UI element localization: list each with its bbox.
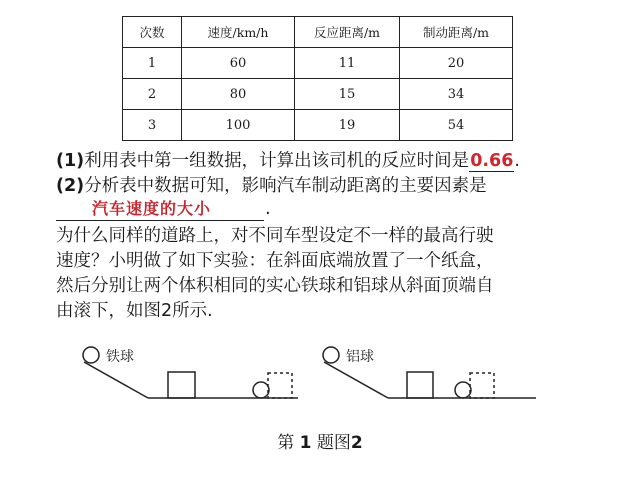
header-reaction-distance: 反应距离/m bbox=[295, 17, 400, 48]
caption-prefix: 第 bbox=[277, 433, 295, 453]
figure-caption bbox=[0, 428, 640, 453]
header-trial: 次数 bbox=[123, 17, 182, 48]
paragraph-line: 为什么同样的道路上，对不同车型设定不一样的最高行驶 bbox=[56, 226, 494, 246]
question-1 bbox=[56, 150, 520, 172]
table-cell: 54 bbox=[400, 110, 513, 141]
caption-question-number: 1 bbox=[299, 433, 312, 453]
table-row bbox=[123, 48, 513, 79]
table-cell: 11 bbox=[295, 48, 400, 79]
table-cell: 2 bbox=[123, 79, 182, 110]
question-2-answer-blank bbox=[56, 196, 264, 221]
experiment-figure bbox=[0, 340, 640, 410]
question-2-answer: 汽车速度的大小 bbox=[92, 199, 212, 218]
table-cell: 20 bbox=[400, 48, 513, 79]
question-1-answer: 0.66 bbox=[470, 151, 514, 171]
table-cell: 19 bbox=[295, 110, 400, 141]
table-header-row bbox=[123, 17, 513, 48]
right-paper-box bbox=[407, 372, 433, 398]
question-2 bbox=[56, 175, 487, 197]
left-box-moved bbox=[268, 373, 292, 398]
table-cell: 60 bbox=[182, 48, 295, 79]
aluminum-ball bbox=[323, 347, 339, 363]
question-1-number: (1) bbox=[56, 151, 85, 171]
caption-middle: 题图 bbox=[316, 433, 351, 453]
header-braking-distance: 制动距离/m bbox=[400, 17, 513, 48]
table-row bbox=[123, 79, 513, 110]
question-2-text: 分析表中数据可知，影响汽车制动距离的主要因素是 bbox=[84, 176, 487, 196]
right-ball-bottom bbox=[455, 382, 471, 398]
paragraph-line: 由滚下，如图2所示. bbox=[56, 301, 213, 321]
table-row bbox=[123, 110, 513, 141]
caption-figure-number: 2 bbox=[350, 433, 363, 453]
left-slope bbox=[84, 362, 148, 398]
paragraph-line: 然后分别让两个体积相同的实心铁球和铝球从斜面顶端自 bbox=[56, 276, 494, 296]
question-2-number: (2) bbox=[56, 176, 85, 196]
table-cell: 34 bbox=[400, 79, 513, 110]
table-cell: 80 bbox=[182, 79, 295, 110]
right-box-moved bbox=[470, 373, 494, 398]
left-ball-bottom bbox=[253, 382, 269, 398]
iron-ball bbox=[83, 347, 99, 363]
data-table-container bbox=[122, 16, 513, 141]
paragraph-line: 速度？小明做了如下实验：在斜面底端放置了一个纸盒， bbox=[56, 251, 494, 271]
question-2-period: . bbox=[265, 198, 271, 219]
question-1-text: 利用表中第一组数据，计算出该司机的反应时间是 bbox=[84, 151, 470, 171]
left-paper-box bbox=[168, 372, 195, 398]
right-slope bbox=[324, 362, 388, 398]
table-cell: 15 bbox=[295, 79, 400, 110]
table-cell: 1 bbox=[123, 48, 182, 79]
data-table bbox=[122, 16, 513, 141]
table-cell: 100 bbox=[182, 110, 295, 141]
question-1-period: . bbox=[514, 151, 520, 171]
header-speed: 速度/km/h bbox=[182, 17, 295, 48]
table-cell: 3 bbox=[123, 110, 182, 141]
aluminum-ball-label: 铝球 bbox=[346, 349, 374, 365]
iron-ball-label: 铁球 bbox=[106, 349, 134, 365]
